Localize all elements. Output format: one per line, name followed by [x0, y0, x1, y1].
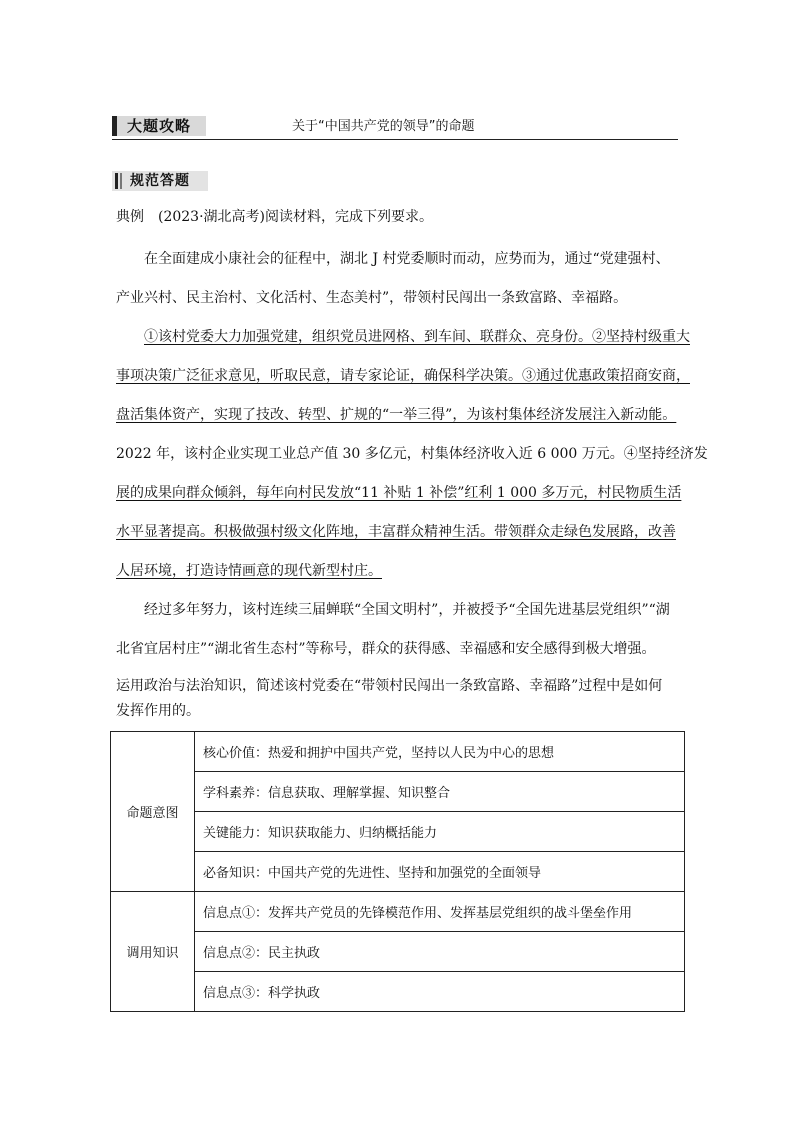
table-cell: 信息点③：科学执政	[195, 972, 685, 1012]
paragraph-2-line-4: 2022 年，该村企业实现工业总产值 30 多亿元，村集体经济收入近 6 000 万元。④坚持经济发	[116, 446, 708, 462]
paragraph-1-line-2: 产业兴村、民主治村、文化活村、生态美村”，带领村民闯出一条致富路、幸福路。	[116, 290, 628, 306]
chapter-tag	[112, 116, 206, 136]
paragraph-2-line-3: 盘活集体资产，实现了技改、转型、扩规的“一举三得”，为该村集体经济发展注入新动能。	[116, 407, 677, 423]
question-line-2: 发挥作用的。	[116, 703, 200, 719]
table-row	[111, 772, 685, 812]
table-row	[111, 972, 685, 1012]
table-row	[111, 732, 685, 772]
paragraph-3-line-2: 北省宜居村庄”“湖北省生态村”等称号，群众的获得感、幸福感和安全感得到极大增强。	[116, 641, 656, 657]
knowledge-group-label: 调用知识	[111, 892, 195, 1012]
section-bar-icon	[120, 173, 122, 189]
paragraph-2-line-6: 水平显著提高。积极做强村级文化阵地，丰富群众精神生活。带领群众走绿色发展路，改善	[116, 524, 676, 540]
table-cell: 信息点②：民主执政	[195, 932, 685, 972]
paragraph-2-line-7: 人居环境，打造诗情画意的现代新型村庄。	[116, 563, 382, 579]
table-cell: 学科素养：信息获取、理解掌握、知识整合	[195, 772, 685, 812]
paragraph-2-line-1: ①该村党委大力加强党建，组织党员进网格、到车间、联群众、亮身份。②坚持村级重大	[144, 329, 690, 345]
table-cell: 信息点①：发挥共产党员的先锋模范作用、发挥基层党组织的战斗堡垒作用	[195, 892, 685, 932]
analysis-table	[110, 731, 685, 1012]
table-cell: 必备知识：中国共产党的先进性、坚持和加强党的全面领导	[195, 852, 685, 892]
example-intro: 典例 (2023·湖北高考)阅读材料，完成下列要求。	[116, 209, 434, 225]
table-row	[111, 892, 685, 932]
section-bar-icon	[115, 173, 118, 189]
intent-group-label: 命题意图	[111, 732, 195, 892]
table-row	[111, 852, 685, 892]
paragraph-1-line-1: 在全面建成小康社会的征程中，湖北 J 村党委顺时而动，应势而为，通过“党建强村、	[144, 251, 670, 267]
paragraph-2-line-2: 事项决策广泛征求意见，听取民意，请专家论证，确保科学决策。③通过优惠政策招商安商，	[116, 368, 690, 384]
table-cell: 关键能力：知识获取能力、归纳概括能力	[195, 812, 685, 852]
section-title: 规范答题	[130, 173, 190, 189]
table-cell: 核心价值：热爱和拥护中国共产党，坚持以人民为中心的思想	[195, 732, 685, 772]
paragraph-3-line-1: 经过多年努力，该村连续三届蝉联“全国文明村”，并被授予“全国先进基层党组织”“湖	[144, 602, 670, 618]
chapter-header	[112, 115, 678, 140]
paragraph-2-line-5: 展的成果向群众倾斜，每年向村民发放“11 补贴 1 补偿”红利 1 000 多万元，村民物质生活	[116, 485, 682, 501]
section-tag	[112, 171, 208, 191]
chapter-title: 关于“中国共产党的领导”的命题	[292, 119, 475, 134]
table-row	[111, 812, 685, 852]
chapter-tag-label: 大题攻略	[127, 117, 192, 135]
question-line-1: 运用政治与法治知识，简述该村党委在“带领村民闯出一条致富路、幸福路”过程中是如何	[116, 678, 663, 694]
table-row	[111, 932, 685, 972]
